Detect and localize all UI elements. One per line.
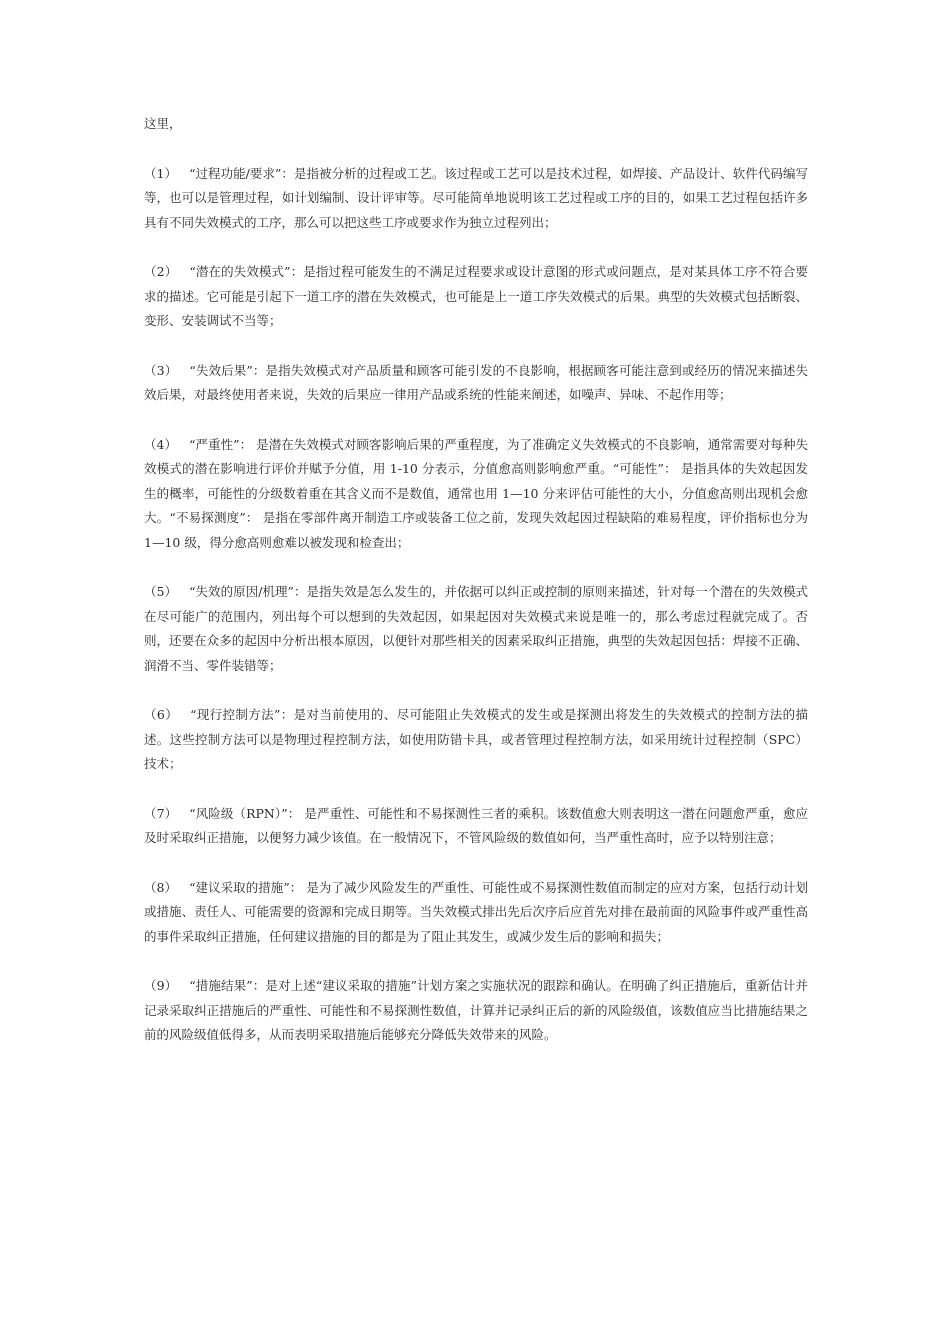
item-number: （6） (144, 707, 179, 722)
item-text: “失效的原因/机理”：是指失效是怎么发生的，并依据可以纠正或控制的原则来描述，针对每一个潜在的失效模式在尽可能广的范围内，列出每个可以想到的失效起因，如果起因对失效模式来说是唯一的，那么考虑过程就完成了。否则，还要在众多的起因中分析出根本原因，以便针对那些相关的因素采取纠正措施，典型的失效起因包括：焊接不正确、润滑不当、零件装错等； (144, 584, 809, 673)
item-text: “严重性”： 是潜在失效模式对顾客影响后果的严重程度，为了准确定义失效模式的不良影响，通常需要对每种失效模式的潜在影响进行评价并赋予分值，用 1-10 分表示，分值愈高则影响愈严重。“可能性”： 是指具体的失效起因发生的概率，可能性的分级数着重在其含义而不是数值，通常也用 1—10 分来评估可能性的大小，分值愈高则出现机会愈大。“不易探测度”： 是指在零部件离开制造工序或装备工位之前，发现失效起因过程缺陷的难易程度，评价指标也分为 1—10 级，得分愈高则愈难以被发现和检查出； (144, 436, 809, 550)
document-body (144, 112, 808, 1073)
item-text: “风险级（RPN）”： 是严重性、可能性和不易探测性三者的乘积。该数值愈大则表明这一潜在问题愈严重，愈应及时采取纠正措施，以便努力减少该值。在一般情况下，不管风险级的数值如何，当严重性高时，应予以特别注意； (144, 805, 808, 845)
item-number: （9） (144, 978, 178, 993)
list-item (144, 974, 808, 1048)
item-text: “现行控制方法”：是对当前使用的、尽可能阻止失效模式的发生或是探测出将发生的失效模式的控制方法的描述。这些控制方法可以是物理过程控制方法，如使用防错卡具，或者管理过程控制方法，如采用统计过程控制（SPC）技术； (144, 707, 808, 771)
list-item (144, 876, 808, 950)
item-text: “建议采取的措施”： 是为了减少风险发生的严重性、可能性或不易探测性数值而制定的应对方案，包括行动计划或措施、责任人、可能需要的资源和完成日期等。当失效模式排出先后次序后应首先对排在最前面的风险事件或严重性高的事件采取纠正措施，任何建议措施的目的都是为了阻止其发生，或减少发生后的影响和损失； (144, 879, 809, 944)
intro-paragraph: 这里， (144, 116, 182, 131)
item-text: “失效后果”：是指失效模式对产品质量和顾客可能引发的不良影响，根据顾客可能注意到或经历的情况来描述失效后果，对最终使用者来说，失效的后果应一律用产品或系统的性能来阐述，如噪声、异味、不起作用等； (144, 362, 809, 402)
item-text: “过程功能/要求”：是指被分析的过程或工艺。该过程或工艺可以是技术过程，如焊接、产品设计、软件代码编写等，也可以是管理过程，如计划编制、设计评审等。尽可能简单地说明该工艺过程或工序的目的，如果工艺过程包括许多具有不同失效模式的工序，那么可以把这些工序或要求作为独立过程列出； (144, 165, 809, 230)
item-number: （4） (144, 436, 178, 452)
list-item (144, 802, 808, 851)
item-number: （2） (144, 264, 178, 279)
item-text: “潜在的失效模式”：是指过程可能发生的不满足过程要求或设计意图的形式或问题点，是对某具体工序不符合要求的描述。它可能是引起下一道工序的潜在失效模式，也可能是上一道工序失效模式的后果。典型的失效模式包括断裂、变形、安装调试不当等； (144, 264, 809, 328)
list-item (144, 433, 808, 556)
list-item (144, 162, 808, 236)
item-text: “措施结果”：是对上述“建议采取的措施”计划方案之实施状况的跟踪和确认。在明确了纠正措施后，重新估计并记录采取纠正措施后的严重性、可能性和不易探测性数值，计算并记录纠正后的新的风险级值，该数值应当比措施结果之前的风险级值低得多，从而表明采取措施后能够充分降低失效带来的风险。 (144, 978, 808, 1042)
list-item (144, 580, 808, 678)
item-number: （3） (144, 362, 178, 378)
item-number: （8） (144, 879, 178, 895)
list-item (144, 260, 808, 334)
list-item (144, 359, 808, 408)
list-item (144, 703, 808, 777)
item-number: （7） (144, 805, 178, 821)
item-number: （1） (144, 165, 178, 181)
item-number: （5） (144, 584, 178, 599)
